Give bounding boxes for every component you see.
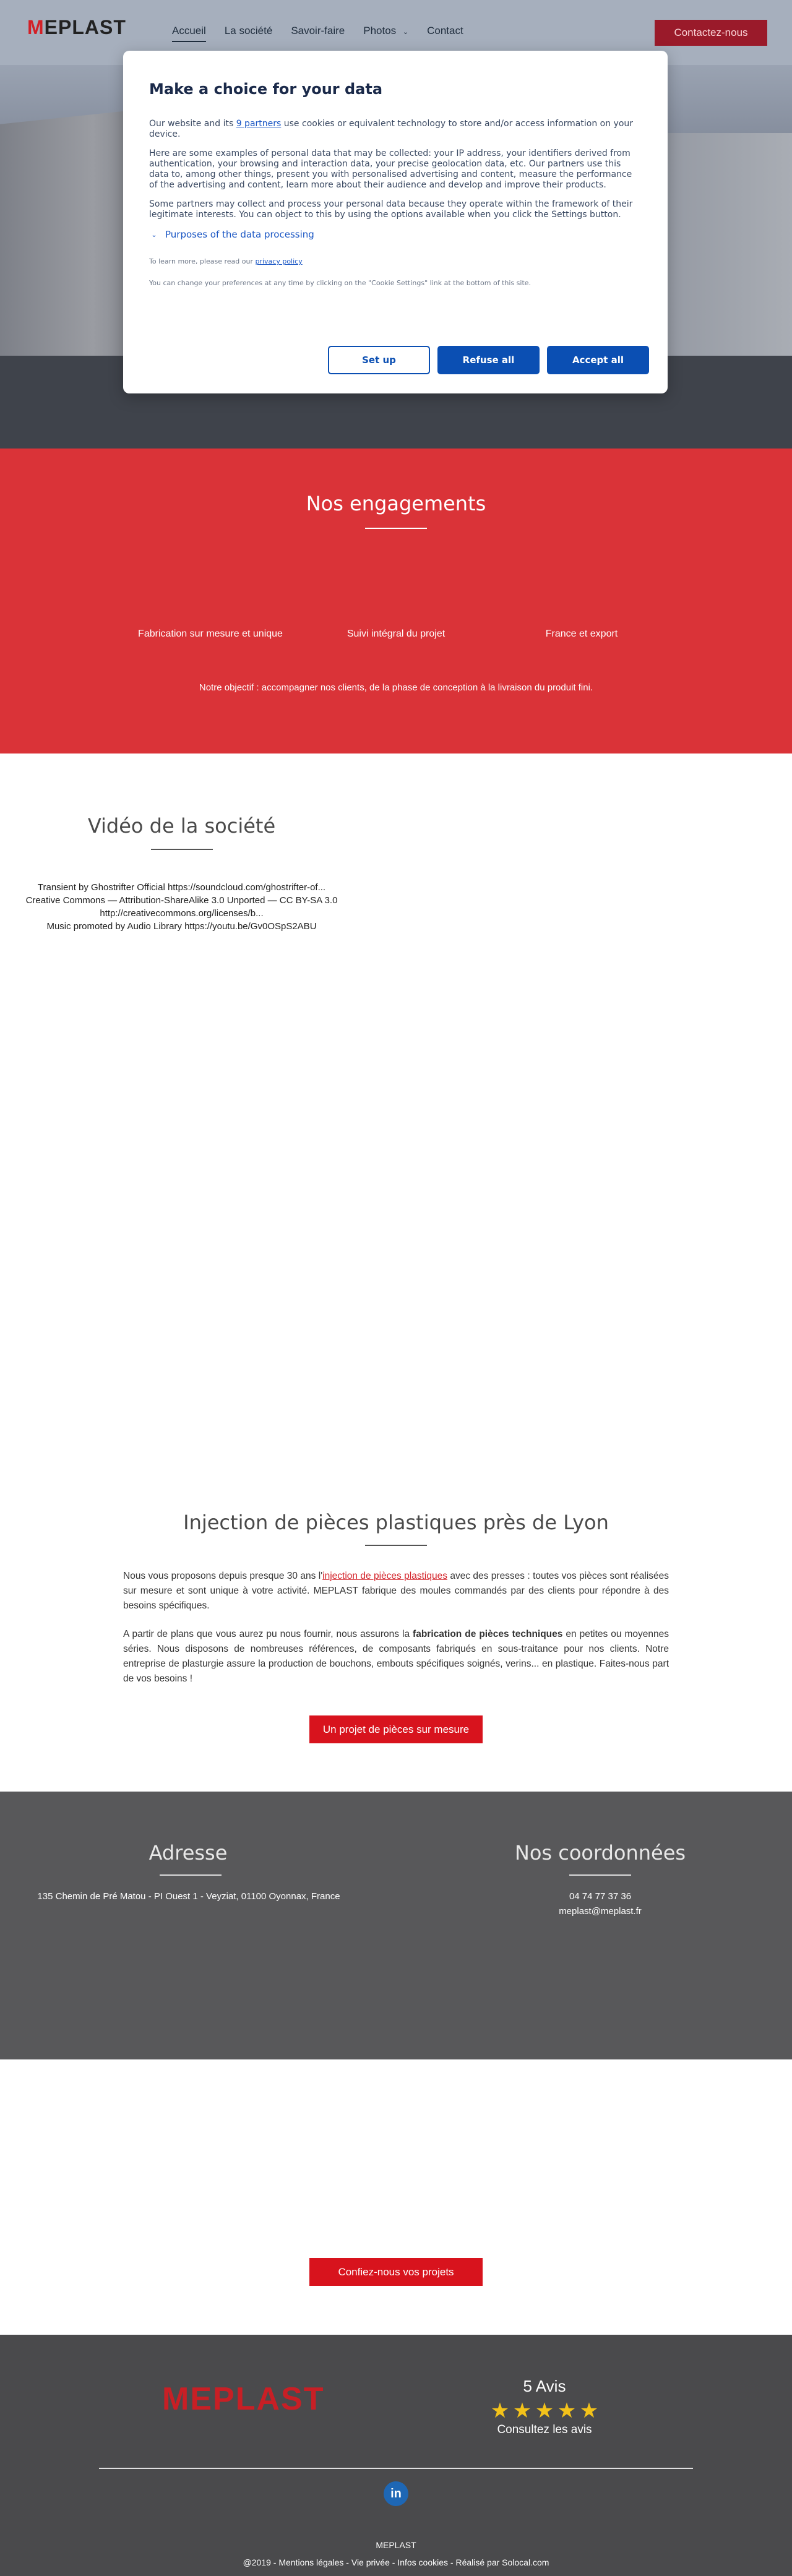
email-link[interactable]: meplast@meplast.fr xyxy=(559,1906,642,1917)
main-nav xyxy=(172,25,482,42)
video-credits: Transient by Ghostrifter Official https://soundcloud.com/ghostrifter-of... Creative Commons — Attribution-ShareAlike 3.0 Unported — CC BY-SA 3.0 http://creativecommons.org/licenses/b... Music promoted by Audio Library https://youtu.be/Gv0OSpS2ABU xyxy=(25,882,338,932)
coordinates-title: Nos coordonnées xyxy=(514,1841,686,1865)
engagement-item: Fabrication sur mesure et unique xyxy=(138,629,283,639)
consent-title: Make a choice for your data xyxy=(149,80,383,98)
footer-divider xyxy=(99,2468,693,2469)
refuse-all-button[interactable]: Refuse all xyxy=(437,346,540,374)
partners-link[interactable]: 9 partners xyxy=(236,119,282,129)
star-icon: ★ xyxy=(557,2399,577,2423)
title-divider xyxy=(160,1874,222,1876)
footer-company: MEPLAST xyxy=(376,2540,416,2550)
chevron-down-icon: ⌄ xyxy=(402,28,409,36)
review-count: 5 Avis xyxy=(523,2377,566,2395)
title-divider xyxy=(569,1874,631,1876)
title-divider xyxy=(365,528,427,529)
footer-logo[interactable]: MEPLAST xyxy=(162,2381,325,2417)
engagement-goal: Notre objectif : accompagner nos clients, de la phase de conception à la livraison du produit fini. xyxy=(199,682,593,693)
consent-legitimate-interest: Some partners may collect and process your personal data because they operate within the framework of their legitimate interests. You can object to this by using the options available when you click the Settings button. xyxy=(149,199,633,220)
star-rating xyxy=(486,2401,603,2421)
contact-info-section xyxy=(0,1792,792,2059)
purposes-toggle[interactable]: ⌄ Purposes of the data processing xyxy=(149,229,642,240)
injection-title: Injection de pièces plastiques près de Lyon xyxy=(183,1511,609,1534)
engagements-title: Nos engagements xyxy=(306,492,486,515)
site-footer xyxy=(0,2335,792,2576)
consent-intro: Our website and its 9 partners use cookies or equivalent technology to store and/or access information on your device. xyxy=(149,119,634,139)
phone-number[interactable]: 04 74 77 37 36 xyxy=(569,1891,632,1902)
nav-item-contact[interactable]: Contact xyxy=(427,25,463,36)
video-title: Vidéo de la société xyxy=(87,814,276,838)
reviews-link[interactable]: Consultez les avis xyxy=(497,2423,592,2436)
nav-item-savoir-faire[interactable]: Savoir-faire xyxy=(291,25,345,36)
footer-legal-links[interactable]: @2019 - Mentions légales - Vie privée - Infos cookies - Réalisé par Solocal.com xyxy=(243,2557,549,2567)
confiez-projets-button[interactable]: Confiez-nous vos projets xyxy=(309,2258,483,2286)
nav-item-la-societe[interactable]: La société xyxy=(224,25,273,36)
linkedin-icon[interactable]: in xyxy=(384,2481,408,2506)
title-divider xyxy=(365,1545,427,1546)
accept-all-button[interactable]: Accept all xyxy=(547,346,649,374)
injection-text: Nous vous proposons depuis presque 30 ans l'injection de pièces plastiques avec des presses : toutes vos pièces sont réalisées sur mesure et sont unique à votre activité. MEPLAST fabrique des moules commandés par des clients pour répondre à des besoins spécifiques. A partir de plans que vous aurez pu nous fournir, nous assurons la fabrication de pièces techniques en petites ou moyennes séries. Nous disposons de nombreuses références, de composants fabriqués en sous-traitance pour nos clients. Notre entreprise de plasturgie assure la production de bouchons, embouts spécifiques soignés, verins... en plastique. Faites-nous part de vos besoins ! xyxy=(123,1571,669,1684)
consent-dialog xyxy=(123,51,668,393)
address-text: 135 Chemin de Pré Matou - PI Ouest 1 - Veyziat, 01100 Oyonnax, France xyxy=(37,1891,340,1902)
projet-pieces-button[interactable]: Un projet de pièces sur mesure xyxy=(309,1715,483,1743)
address-title: Adresse xyxy=(148,1841,228,1865)
consent-examples: Here are some examples of personal data that may be collected: your IP address, your identifiers derived from authentication, your browsing and interaction data, your precise geolocation data, etc. Our partners use this data to, among other things, present you with personalised advertising and content, measure the performance of the advertising and content, learn more about their audience and develop and improve their products. xyxy=(149,148,632,190)
set-up-button[interactable]: Set up xyxy=(328,346,430,374)
star-icon: ★ xyxy=(579,2399,599,2423)
meplast-logo[interactable]: MEPLAST xyxy=(27,16,126,38)
star-icon: ★ xyxy=(535,2399,554,2423)
reviews-widget xyxy=(486,2377,603,2437)
engagement-item: Suivi intégral du projet xyxy=(346,629,446,639)
star-icon: ★ xyxy=(490,2399,510,2423)
chevron-down-icon: ⌄ xyxy=(151,230,157,239)
change-preferences-text: You can change your preferences at any time by clicking on the "Cookie Settings" link at the bottom of this site. xyxy=(149,279,532,287)
consent-buttons xyxy=(328,346,649,374)
privacy-policy-link[interactable]: privacy policy xyxy=(255,257,303,265)
title-divider xyxy=(151,849,213,850)
injection-link[interactable]: injection de pièces plastiques xyxy=(322,1571,447,1581)
engagements-section xyxy=(0,449,792,753)
nav-item-photos[interactable]: Photos ⌄ xyxy=(363,25,409,36)
nav-item-accueil[interactable]: Accueil xyxy=(172,25,206,42)
star-icon: ★ xyxy=(512,2399,532,2423)
learn-more-text: To learn more, please read our privacy policy xyxy=(149,257,303,265)
contactez-nous-button[interactable]: Contactez-nous xyxy=(655,20,767,46)
engagement-item: France et export xyxy=(545,629,618,639)
